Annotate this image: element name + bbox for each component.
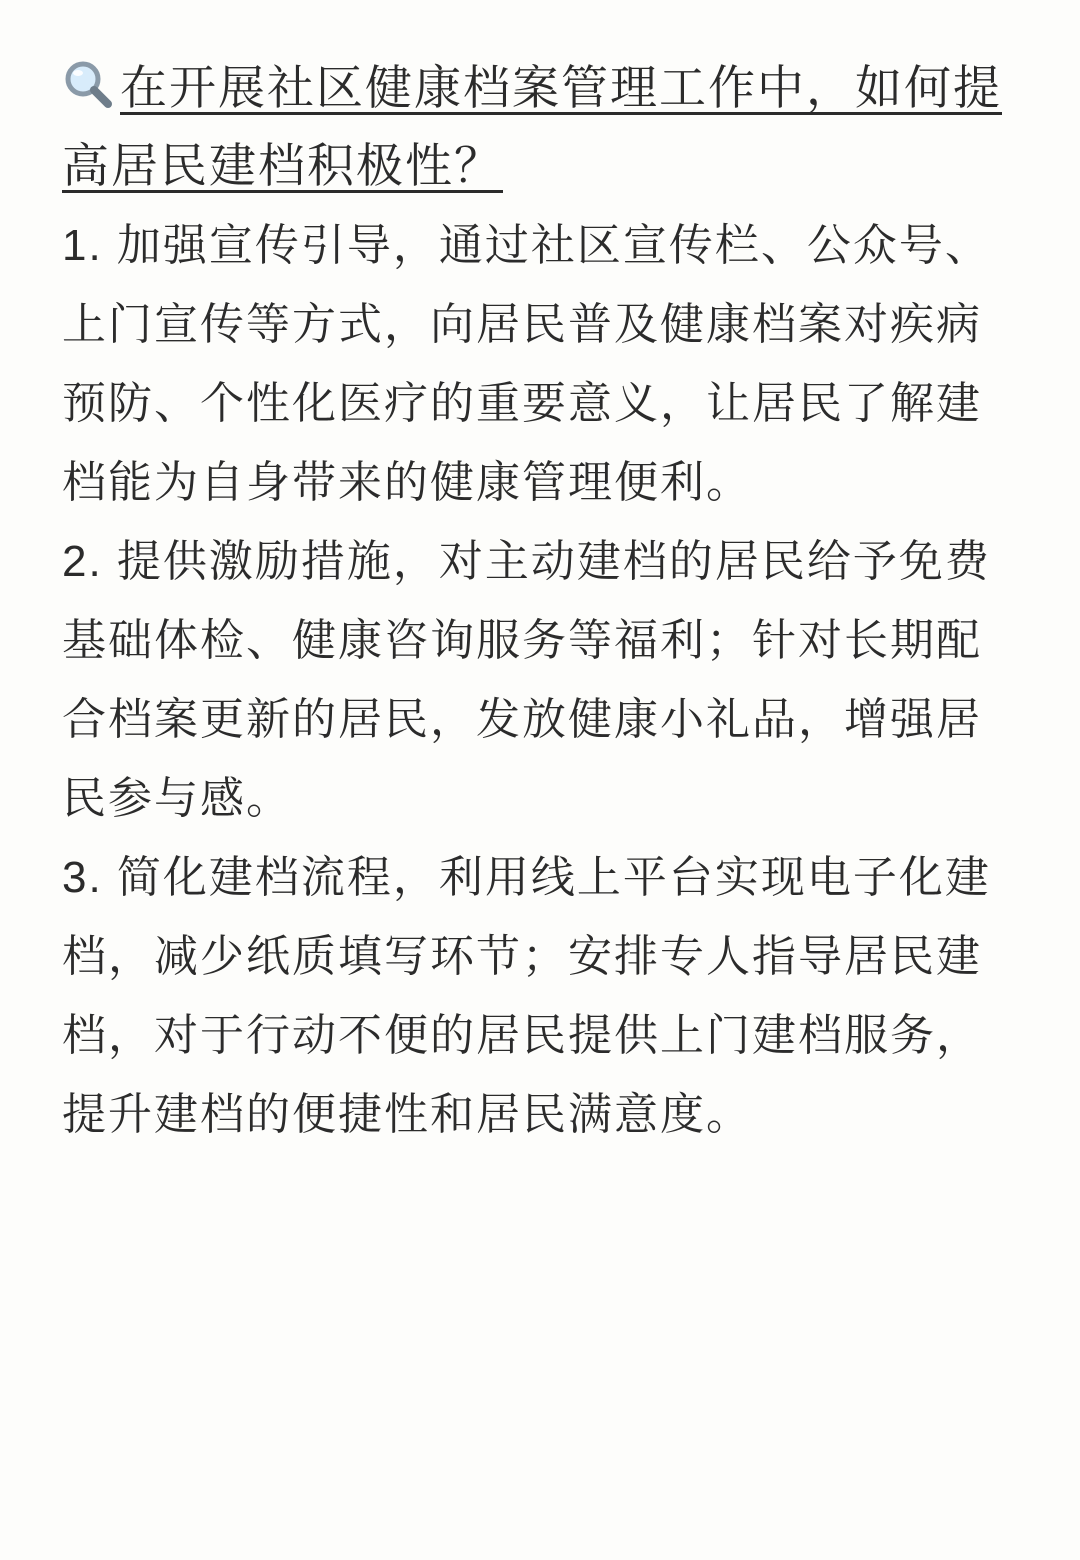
answer-item-2 xyxy=(62,522,1024,838)
answer-text: 加强宣传引导，通过社区宣传栏、公众号、上门宣传等方式，向居民普及健康档案对疾病预防、个性化医疗的重要意义，让居民了解建档能为自身带来的健康管理便利。 xyxy=(62,220,991,508)
answer-number: 1. xyxy=(62,221,117,270)
search-icon xyxy=(62,58,114,110)
answer-number: 2. xyxy=(62,537,117,586)
answer-item-1 xyxy=(62,206,1024,522)
answer-item-3 xyxy=(62,838,1024,1154)
question-title xyxy=(62,50,1024,206)
answer-number: 3. xyxy=(62,853,117,902)
answer-text: 提供激励措施，对主动建档的居民给予免费基础体检、健康咨询服务等福利；针对长期配合档案更新的居民，发放健康小礼品，增强居民参与感。 xyxy=(62,536,991,824)
answer-text: 简化建档流程，利用线上平台实现电子化建档，减少纸质填写环节；安排专人指导居民建档，对于行动不便的居民提供上门建档服务，提升建档的便捷性和居民满意度。 xyxy=(62,852,991,1140)
question-text: 在开展社区健康档案管理工作中，如何提高居民建档积极性？ xyxy=(62,61,1002,194)
